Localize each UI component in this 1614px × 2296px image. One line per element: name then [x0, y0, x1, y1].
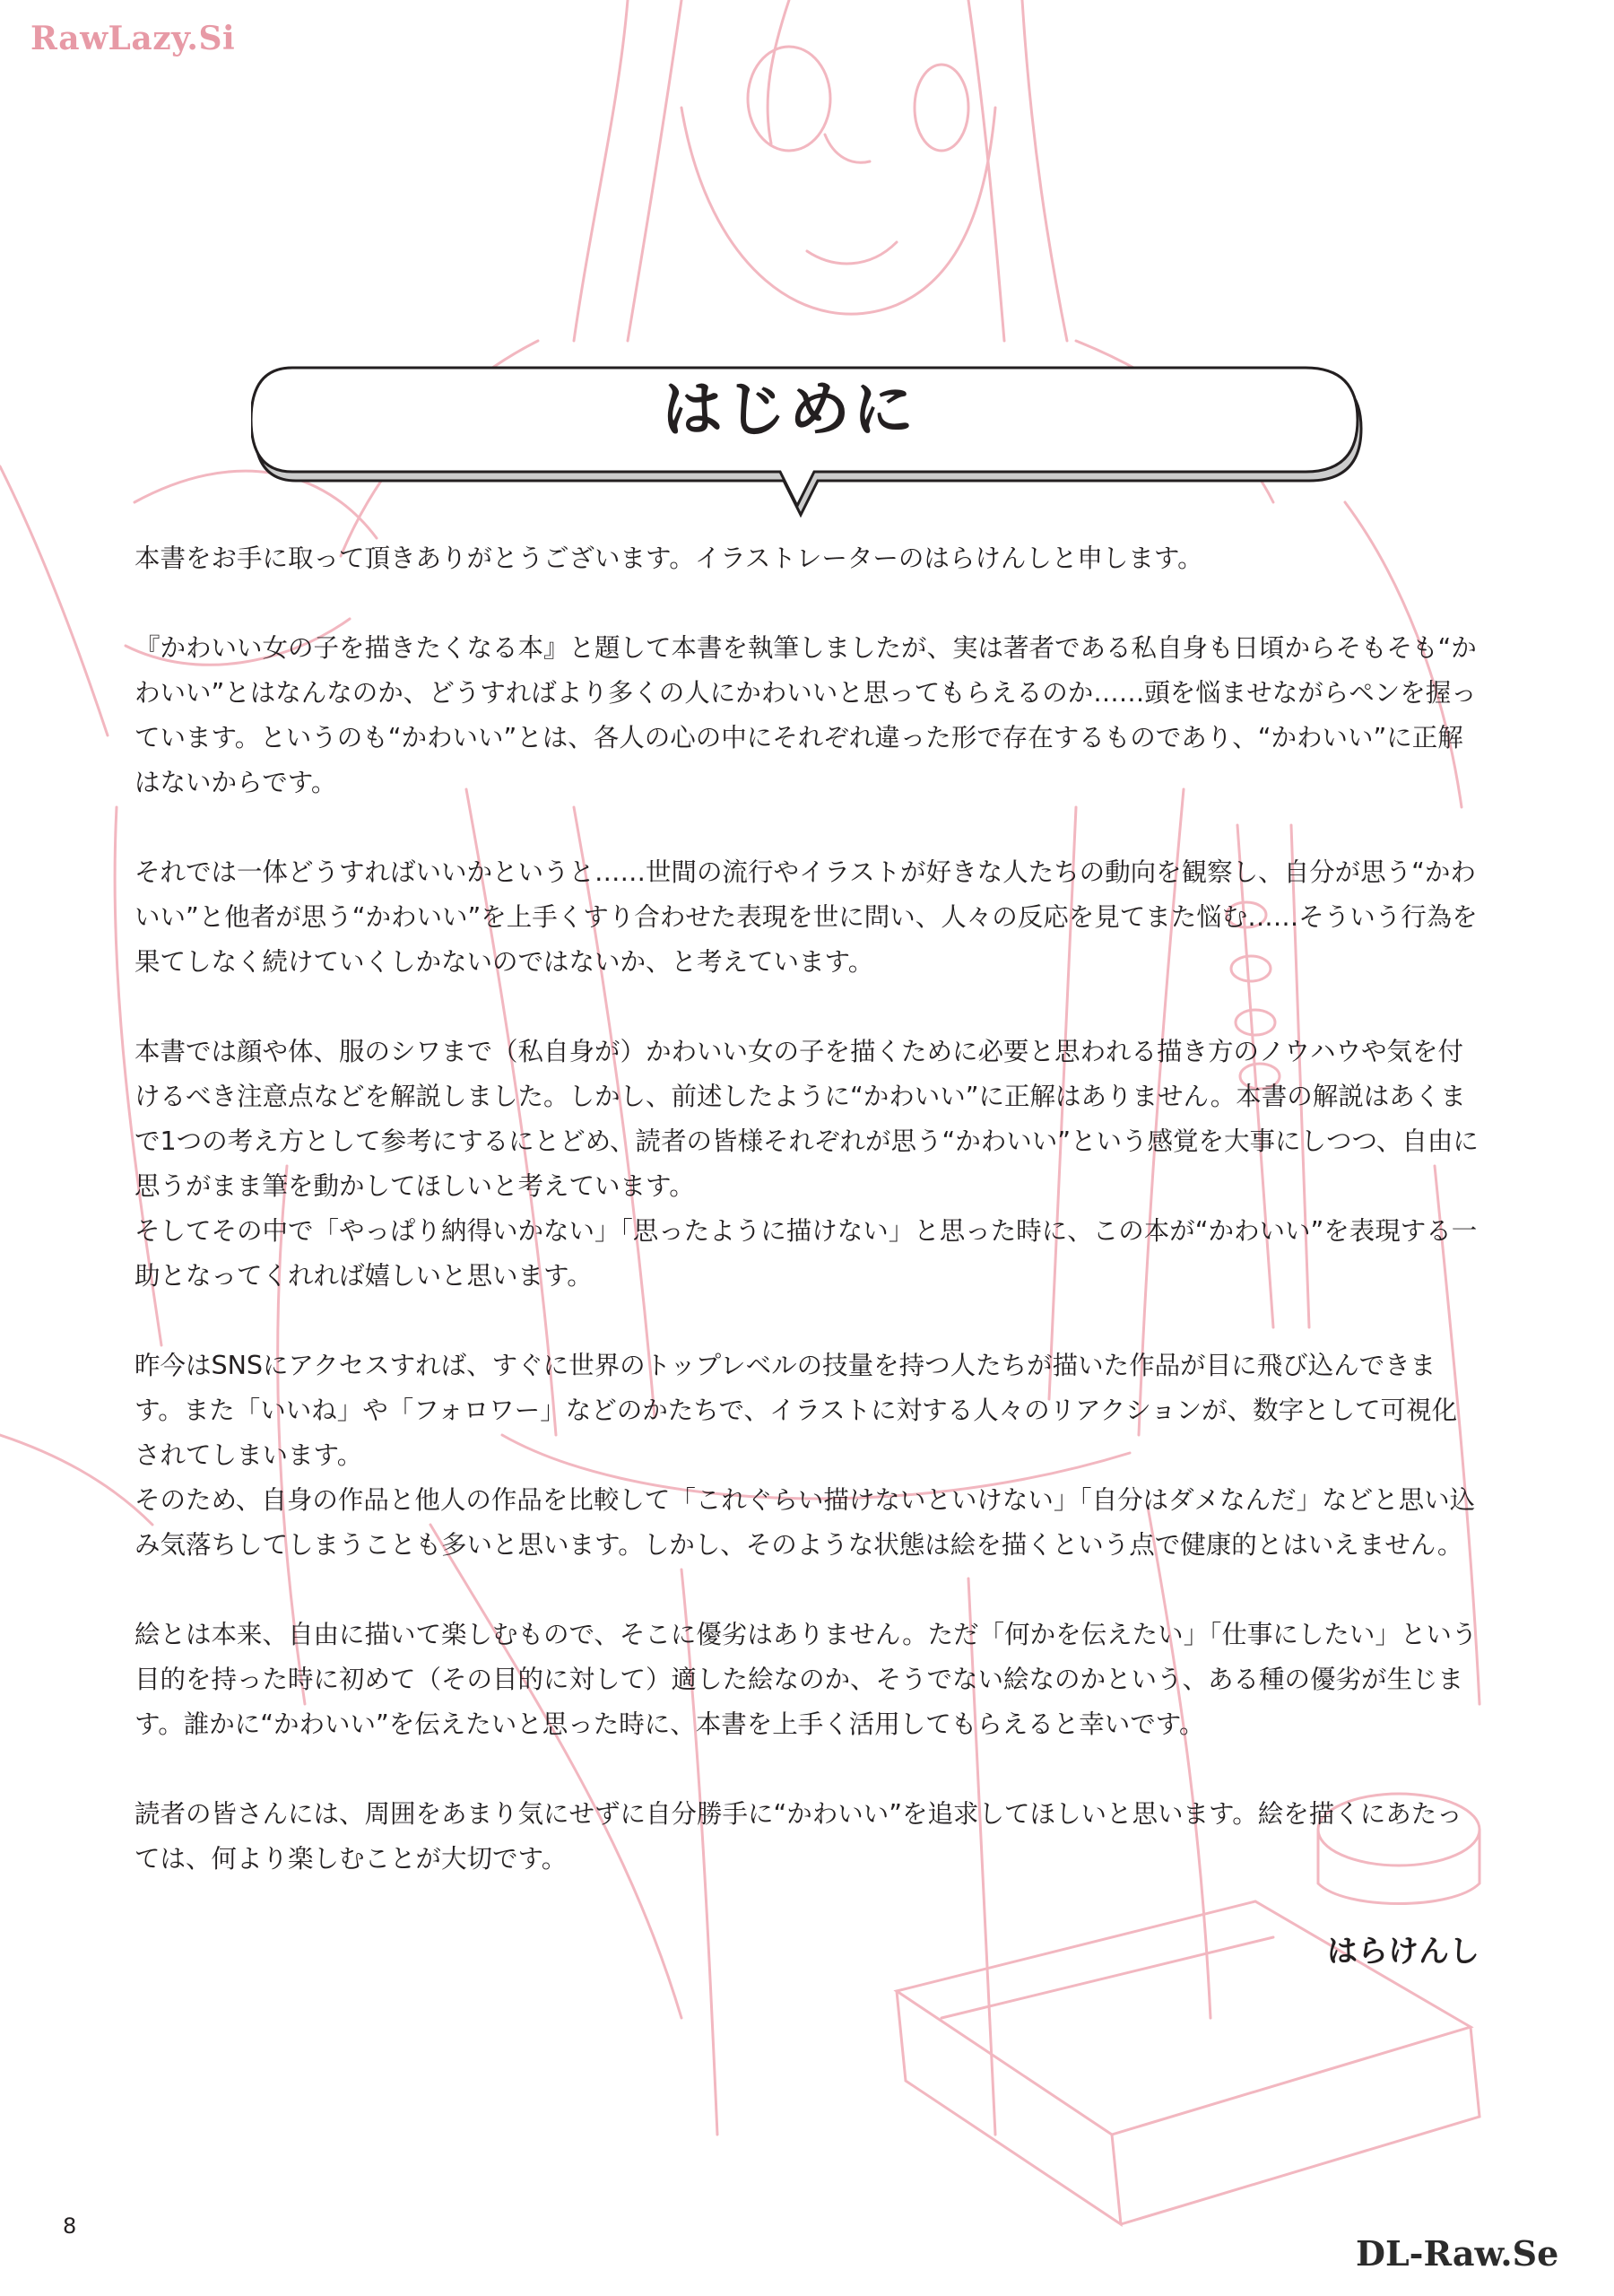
paragraph: 読者の皆さんには、周囲をあまり気にせずに自分勝手に“かわいい”を追求してほしいと思います。絵を描くにあたっては、何より楽しむことが大切です。 [134, 1799, 1462, 1874]
paragraph: そしてその中で「やっぱり納得いかない」「思ったように描けない」と思った時に、この本が“かわいい”を表現する一助となってくれれば嬉しいと思います。 [134, 1216, 1478, 1291]
watermark-top: RawLazy.Si [30, 20, 236, 57]
paragraph: 本書では顔や体、服のシワまで（私自身が）かわいい女の子を描くために必要と思われる描き方のノウハウや気を付けるべき注意点などを解説しました。しかし、前述したように“かわいい”に正解はありません。本書の解説はあくまで1つの考え方として参考にするにとどめ、読者の皆様それぞれが思う“かわいい”という感覚を大事にしつつ、自由に思うがまま筆を動かしてほしいと考えています。 [134, 1037, 1479, 1201]
body-text [134, 536, 1480, 1926]
paragraph: 本書をお手に取って頂きありがとうございます。イラストレーターのはらけんしと申します。 [134, 544, 1203, 573]
paragraph: 昨今はSNSにアクセスすれば、すぐに世界のトップレベルの技量を持つ人たちが描いた作品が目に飛び込んできます。また「いいね」や「フォロワー」などのかたちで、イラストに対する人々のリアクションが、数字として可視化されてしまいます。 [134, 1351, 1458, 1470]
page-number: 8 [63, 2213, 77, 2239]
author-signature: はらけんし [1327, 1934, 1480, 1970]
paragraph: それでは一体どうすればいいかというと……世間の流行やイラストが好きな人たちの動向を観察し、自分が思う“かわいい”と他者が思う“かわいい”を上手くすり合わせた表現を世に問い、人々の反応を見てまた悩む……そういう行為を果てしなく続けていくしかないのではないか、と考えています。 [134, 857, 1478, 977]
paragraph: 『かわいい女の子を描きたくなる本』と題して本書を執筆しましたが、実は著者である私自身も日頃からそもそも“かわいい”とはなんなのか、どうすればより多くの人にかわいいと思ってもらえるのか……頭を悩ませながらペンを握っています。というのも“かわいい”とは、各人の心の中にそれぞれ違った形で存在するものであり、“かわいい”に正解はないからです。 [134, 633, 1477, 797]
paragraph: 絵とは本来、自由に描いて楽しむもので、そこに優劣はありません。ただ「何かを伝えたい」「仕事にしたい」という目的を持った時に初めて（その目的に対して）適した絵なのか、そうでない絵なのかという、ある種の優劣が生じます。誰かに“かわいい”を伝えたいと思った時に、本書を上手く活用してもらえると幸いです。 [134, 1620, 1478, 1739]
watermark-bottom: DL-Raw.Se [1356, 2233, 1559, 2274]
page-title: はじめに [661, 375, 916, 446]
paragraph: そのため、自身の作品と他人の作品を比較して「これぐらい描けないといけない」「自分はダメなんだ」などと思い込み気落ちしてしまうことも多いと思います。しかし、そのような状態は絵を描くという点で健康的とはいえません。 [134, 1485, 1476, 1560]
